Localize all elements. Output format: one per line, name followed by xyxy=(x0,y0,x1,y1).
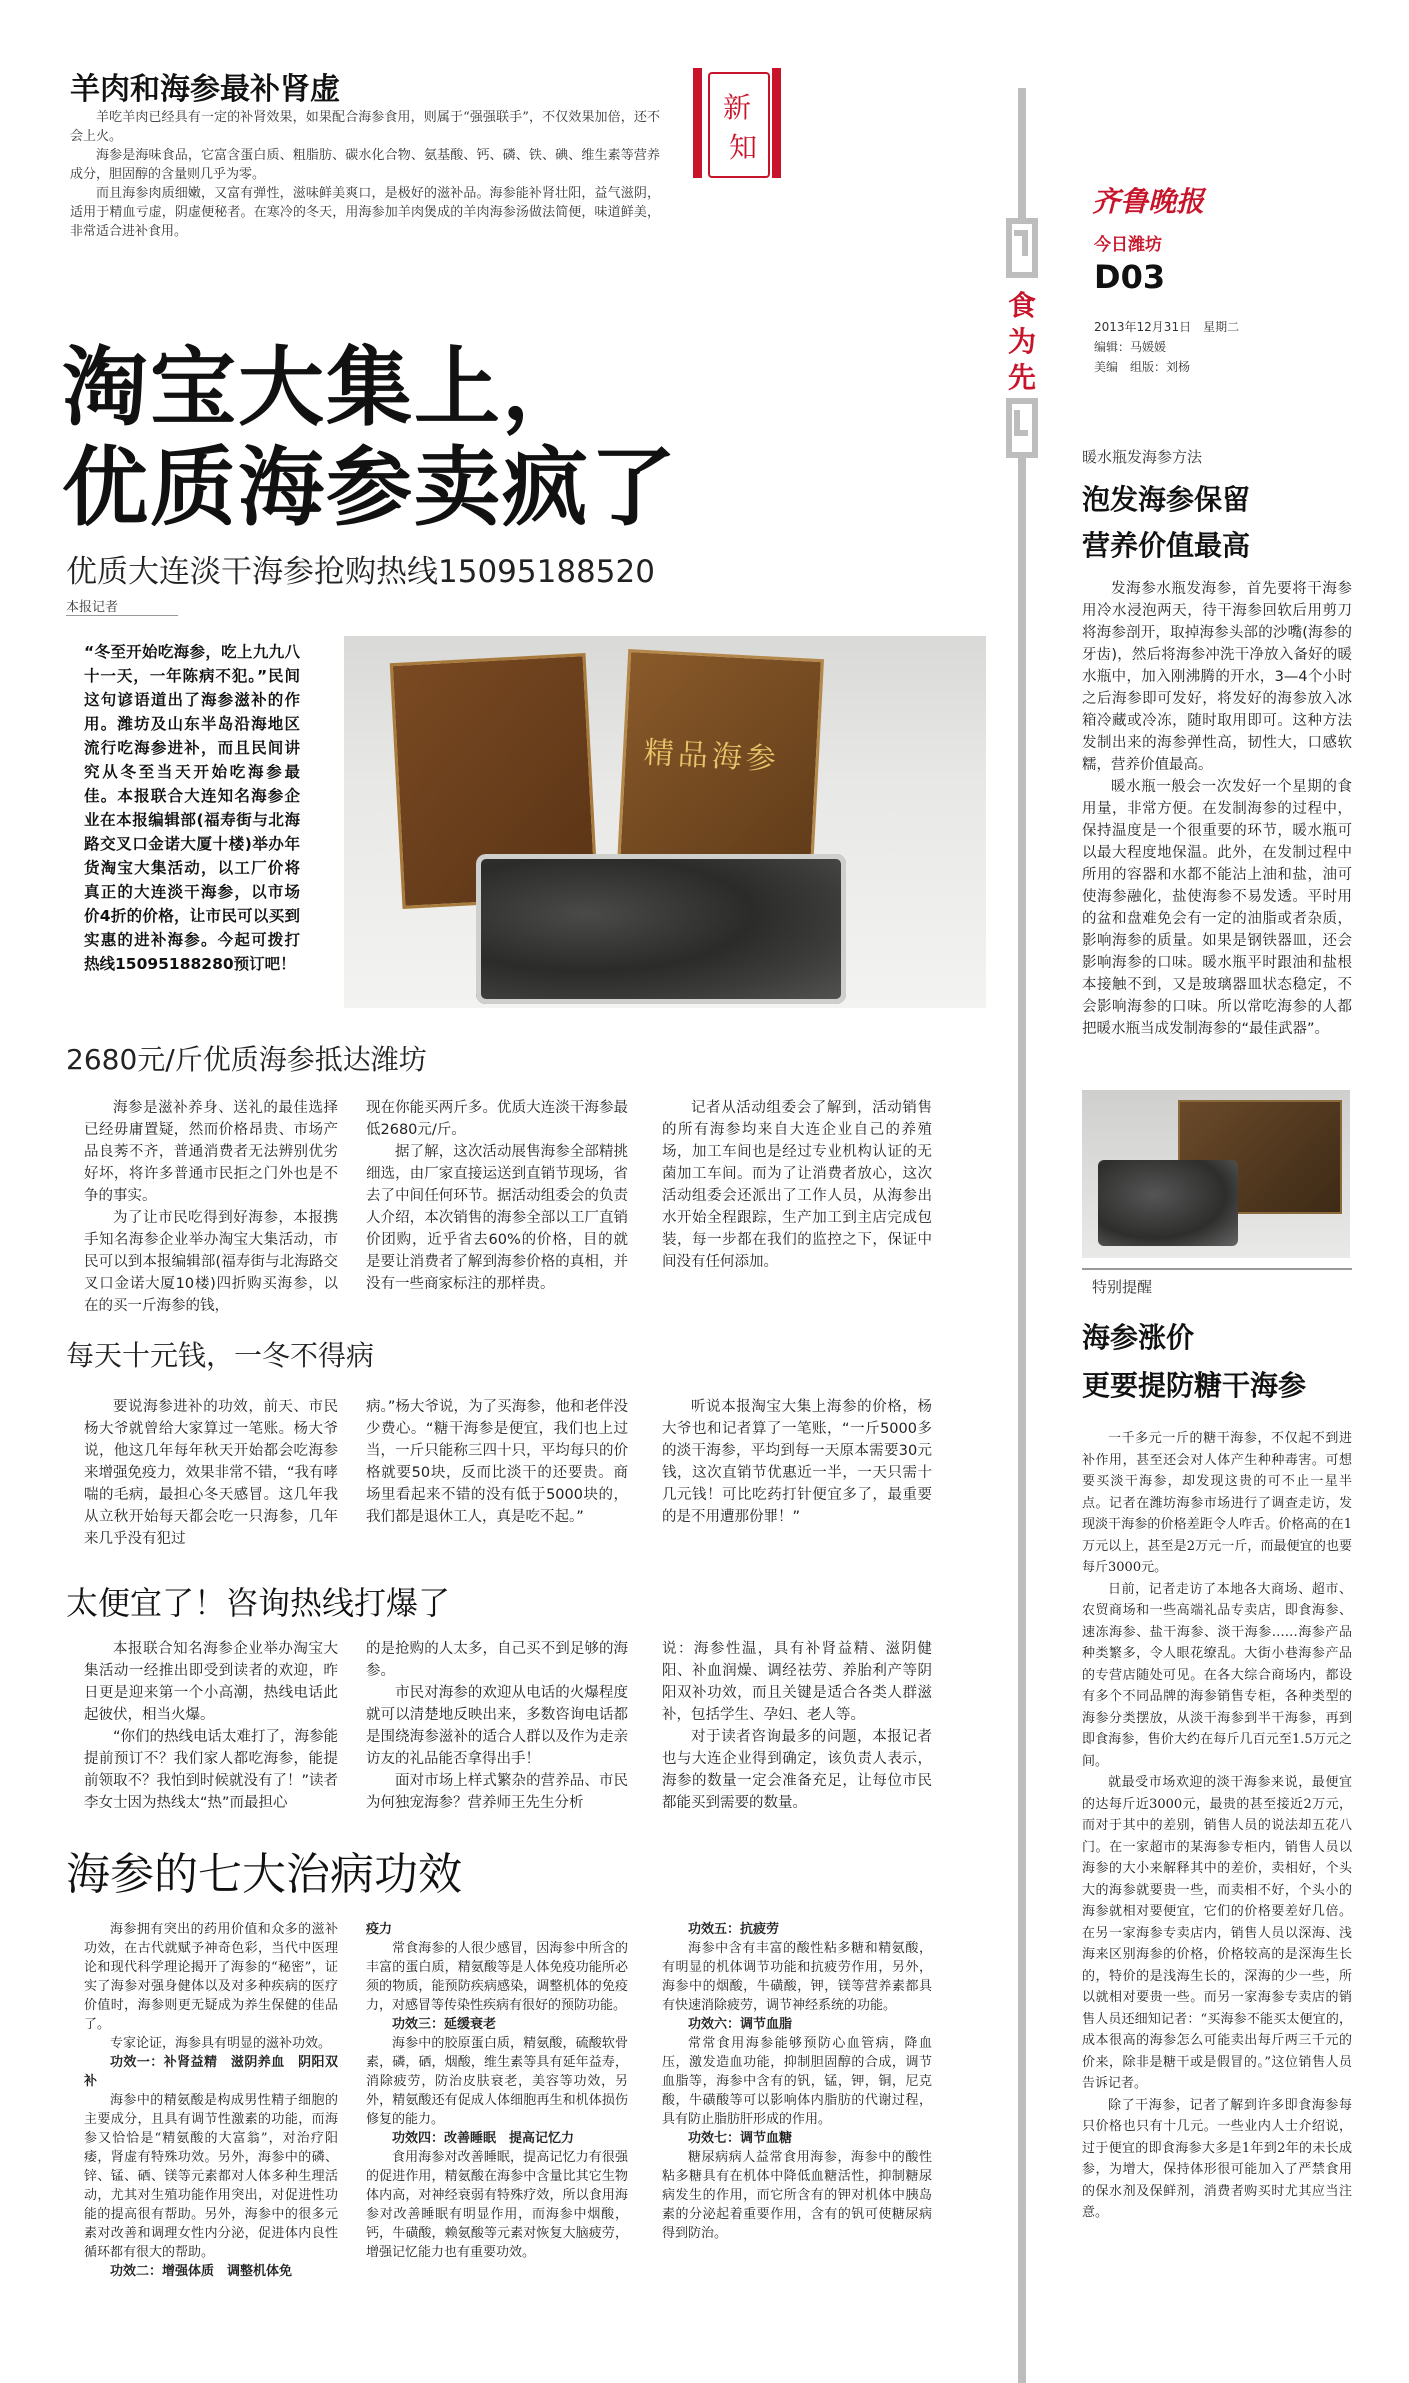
lead-paragraph: 而且海参肉质细嫩，又富有弹性，滋味鲜美爽口，是极好的滋补品。海参能补肾壮阳，益气滋阴，适用于精血亏虚，阴虚便秘者。在寒冷的冬天，用海参加羊肉煲成的羊肉海参汤做法简便，味道鲜美，非常适合进补食用。 xyxy=(70,186,660,239)
paragraph: 本报联合知名海参企业举办淘宝大集活动一经推出即受到读者的欢迎，昨日更是迎来第一个小高潮，热线电话此起彼伏，相当火爆。 xyxy=(84,1641,338,1723)
paper-logo: 齐鲁晚报 xyxy=(1092,185,1205,218)
side2-kicker: 特别提醒 xyxy=(1092,1278,1153,1296)
sec4-col2 xyxy=(366,1920,628,2262)
paragraph: 专家论证，海参具有明显的滋补功效。 xyxy=(110,2036,332,2051)
section-name: 今日潍坊 xyxy=(1094,235,1162,255)
side2-kicker-bar xyxy=(1082,1268,1352,1270)
benefit-heading: 功效二：增强体质 调整机体免 xyxy=(110,2264,293,2279)
paragraph: 海参中的精氨酸是构成男性精子细胞的主要成分，且具有调节性激素的功能，而海参又恰恰是“精氨酸的大富翁”，对治疗阳痿，肾虚有特殊功效。另外，海参中的磷、锌、锰、硒、镁等元素都对人体多种生理活动，尤其对生殖功能作用突出，对促进性功能的提高很有帮助。另外，海参中的很多元素对改善和调理女性内分泌，促进体内良性循环都有很大的帮助。 xyxy=(84,2093,338,2260)
side1-kicker: 暖水瓶发海参方法 xyxy=(1082,448,1203,466)
product-label: 精品海参 xyxy=(642,735,781,778)
benefit-heading: 功效四：改善睡眠 提高记忆力 xyxy=(392,2131,575,2146)
paragraph: 为了让市民吃得到好海参，本报携手知名海参企业举办淘宝大集活动，市民可以到本报编辑部(福寿街与北海路交叉口金诺大厦10楼)四折购买海参，以在的买一斤海参的钱， xyxy=(84,1210,338,1314)
section-title-price: 2680元/斤优质海参抵达潍坊 xyxy=(66,1043,427,1076)
section-title-cost: 每天十元钱，一冬不得病 xyxy=(66,1339,375,1372)
paragraph: 要说海参进补的功效，前天、市民杨大爷就曾给大家算过一笔账。杨大爷说，他这几年每年秋天开始都会吃海参来增强免疫力，效果非常不错，“我有哮喘的毛病，最担心冬天感冒。这几年我从立秋开始每天都会吃一只海参，几年来几乎没有犯过 xyxy=(84,1399,339,1547)
benefit-heading: 功效六：调节血脂 xyxy=(688,2017,793,2032)
paragraph: 常常食用海参能够预防心血管病，降血压，激发造血功能，抑制胆固醇的合成，调节血脂等，海参中含有的钒，锰，钾，铜，尼克酸，牛磺酸等可以影响体内脂肪的代谢过程，具有防止脂肪肝形成的作用。 xyxy=(662,2036,932,2127)
editor: 编辑：马媛媛 xyxy=(1094,340,1167,354)
sec3-col1 xyxy=(84,1638,338,1814)
section-title-hotline: 太便宜了！咨询热线打爆了 xyxy=(66,1584,451,1622)
sec1-col3 xyxy=(662,1097,932,1273)
section-title-benefits: 海参的七大治病功效 xyxy=(66,1849,462,1900)
paragraph: 市民对海参的欢迎从电话的火爆程度就可以清楚地反映出来，多数咨询电话都是围绕海参滋补的适合人群以及作为走亲访友的礼品能否拿得出手！ xyxy=(366,1685,628,1767)
paragraph: 除了干海参，记者了解到许多即食海参每只价格也只有十几元。一些业内人士介绍说，过于便宜的即食海参大多是1年到2年的未长成参，为增大，保持体形很可能加入了严禁食用的保水剂及保鲜剂，消费者购买时尤其应当注意。 xyxy=(1082,2097,1352,2220)
side2-body xyxy=(1082,1428,1352,2224)
designer: 美编 组版：刘杨 xyxy=(1094,360,1191,374)
main-subhead: 优质大连淡干海参抢购热线15095188520 xyxy=(66,554,655,590)
paragraph: 海参中的胶原蛋白质，精氨酸，硫酸软骨素，磷，硒，烟酸，维生素等具有延年益寿，消除疲劳，防治皮肤衰老，美容等功效，另外，精氨酸还有促成人体细胞再生和机体损伤修复的能力。 xyxy=(366,2036,628,2127)
xinzhi-char: 新 xyxy=(722,91,751,124)
side1-body xyxy=(1082,578,1352,1040)
sec4-col1 xyxy=(84,1920,338,2281)
main-headline-line2: 优质海参卖疯了 xyxy=(62,438,678,538)
main-intro xyxy=(84,640,300,976)
paragraph: 病。”杨大爷说，为了买海参，他和老伴没少费心。“糖干海参是便宜，我们也上过当，一斤只能称三四十只，平均每只的价格就要50块，反而比淡干的还要贵。商场里看起来不错的没有低于5000块的，我们都是退休工人，真是吃不起。” xyxy=(366,1399,628,1525)
column-char: 先 xyxy=(1007,361,1036,394)
paragraph: 就最受市场欢迎的淡干海参来说，最便宜的达每斤近3000元，最贵的甚至接近2万元，而对于其中的差别，销售人员的说法却五花八门。在一家超市的某海参专柜内，销售人员以海参的大小来解释其中的差价，卖相好，个头大的海参就要贵一些，而卖相不好，个头小的海参就相对要便宜，它们的价格要差好几倍。在另一家海参专卖店内，销售人员以深海、浅海来区别海参的价格，价格较高的是深海生长的，特价的是浅海生长的，深海的少一些，所以就相对要贵一些。而另一家海参专卖店的销售人员还细知记者：“买海参不能买太便宜的，成本很高的海参怎么可能卖出每斤两三千元的价来，除非是糖干或是假冒的。”这位销售人员告诉记者。 xyxy=(1082,1775,1352,2091)
lead-paragraph: 海参是海味食品，它富含蛋白质、粗脂肪、碳水化合物、氨基酸、钙、磷、铁、碘、维生素等营养成分，胆固醇的含量则几乎为零。 xyxy=(70,148,660,182)
byline: 本报记者 xyxy=(66,596,178,616)
paragraph: 据了解，这次活动展售海参全部精挑细选，由厂家直接运送到直销节现场，省去了中间任何环节。据活动组委会的负责人介绍，本次销售的海参全部以工厂直销价团购，近乎省去60%的价格，目的就是要让消费者了解到海参价格的真相，并没有一些商家标注的那样贵。 xyxy=(366,1144,628,1292)
benefit-heading: 功效一：补肾益精 滋阴养血 阴阳双补 xyxy=(84,2055,338,2089)
product-photo xyxy=(344,636,986,1008)
sec1-col1 xyxy=(84,1097,338,1317)
paragraph: 现在你能买两斤多。优质大连淡干海参最低2680元/斤。 xyxy=(366,1100,628,1138)
paragraph: 对于读者咨询最多的问题，本报记者也与大连企业得到确定，该负责人表示，海参的数量一定会准备充足，让每位市民都能买到需要的数量。 xyxy=(662,1729,932,1811)
page-number: D03 xyxy=(1094,258,1166,296)
paragraph: 常食海参的人很少感冒，因海参中所含的丰富的蛋白质，精氨酸等是人体免疫功能所必须的物质，能预防疾病感染，调整机体的免疫力，对感冒等传染性疾病有很好的预防功能。 xyxy=(366,1941,628,2013)
benefit-heading: 功效七：调节血糖 xyxy=(688,2131,793,2146)
xinzhi-char: 知 xyxy=(728,131,757,164)
paragraph: 糖尿病病人益常食用海参，海参中的酸性粘多糖具有在机体中降低血糖活性，抑制糖尿病发生的作用，而它所含有的钾对机体中胰岛素的分泌起着重要作用，含有的钒可使糖尿病得到防治。 xyxy=(662,2150,932,2241)
paragraph: 说：海参性温，具有补肾益精、滋阴健阳、补血润燥、调经祛劳、养胎利产等阴阳双补功效，而且关键是适合各类人群滋补，包括学生、孕妇、老人等。 xyxy=(662,1641,932,1723)
issue-date: 2013年12月31日 星期二 xyxy=(1094,320,1240,334)
lead-body xyxy=(70,108,660,241)
paragraph: 面对市场上样式繁杂的营养品、市民为何独宠海参？营养师王先生分析 xyxy=(366,1773,628,1811)
paragraph: 一千多元一斤的糖干海参，不仅起不到进补作用，甚至还会对人体产生种种毒害。可想要买淡干海参，却发现这贵的可不止一星半点。记者在潍坊海参市场进行了调查走访，发现淡干海参的价格差距令人咋舌。价格高的在1万元以上，甚至是2万元一斤，而最便宜的也要每斤3000元。 xyxy=(1082,1431,1352,1575)
main-headline-line1: 淘宝大集上， xyxy=(62,338,590,438)
paragraph: 发海参水瓶发海参，首先要将干海参用冷水浸泡两天，待干海参回软后用剪刀将海参剖开，取掉海参头部的沙嘴(海参的牙齿)，然后将海参冲洗干净放入备好的暖水瓶中，加入刚沸腾的开水，3—4个小时之后海参即可发好，将发好的海参放入冰箱冷藏或冷冻，随时取用即可。这种方法发制出来的海参弹性高，韧性大，口感软糯，营养价值最高。 xyxy=(1082,581,1352,773)
side1-title-line1: 泡发海参保留 xyxy=(1082,483,1251,516)
side2-title-line1: 海参涨价 xyxy=(1082,1321,1195,1354)
benefit-heading: 疫力 xyxy=(366,1922,393,1937)
sea-cucumber-tray xyxy=(476,854,846,1004)
paragraph: 日前，记者走访了本地各大商场、超市、农贸商场和一些高端礼品专卖店，即食海参、速冻海参、盐干海参、淡干海参……海参产品种类繁多，令人眼花缭乱。大街小巷海参产品的专营店随处可见。在各大综合商场内，都设有多个不同品牌的海参销售专柜，各种类型的海参分类摆放，从淡干海参到半干海参，再到即食海参，售价大约在每斤几百元至1.5万元之间。 xyxy=(1082,1581,1352,1769)
xinzhi-badge xyxy=(693,68,781,178)
paragraph: “你们的热线电话太难打了，海参能提前预订不？我们家人都吃海参，能提前领取不？我怕到时候就没有了！”读者李女士因为热线太“热”而最担心 xyxy=(84,1729,339,1811)
column-divider xyxy=(1006,88,1038,2383)
sec4-col3 xyxy=(662,1920,932,2243)
benefit-heading: 功效三：延缓衰老 xyxy=(392,2017,497,2032)
paragraph: 听说本报淘宝大集上海参的价格，杨大爷也和记者算了一笔账，“一斤5000多的淡干海参，平均到每一天原本需要30元钱，这次直销节优惠近一半，一天只需十几元钱！可比吃药打针便宜多了，最重要的是不用遭那份罪！” xyxy=(662,1399,932,1525)
paragraph: 海参拥有突出的药用价值和众多的滋补功效，在古代就赋予神奇色彩，当代中医理论和现代科学理论揭开了海参的“秘密”，证实了海参对强身健体以及对多种疾病的医疗价值时，海参则更无疑成为养生保健的佳品了。 xyxy=(84,1922,338,2032)
sec3-col2 xyxy=(366,1638,628,1814)
paragraph: 记者从活动组委会了解到，活动销售的所有海参均来自大连企业自己的养殖场，加工车间也是经过专业机构认证的无菌加工车间。而为了让消费者放心，这次活动组委会还派出了工作人员，从海参出水开始全程跟踪，生产加工到主店完成包装，每一步都在我们的监控之下，保证中间没有任何添加。 xyxy=(662,1100,932,1270)
intro-text: “冬至开始吃海参，吃上九九八十一天，一年陈病不犯。”民间这句谚语道出了海参滋补的作用。潍坊及山东半岛沿海地区流行吃海参进补，而且民间讲究从冬至当天开始吃海参最佳。本报联合大连知名海参企业在本报编辑部(福寿街与北海路交叉口金诺大厦十楼)举办年货淘宝大集活动，以工厂价将真正的大连淡干海参，以市场价4折的价格，让市民可以买到实惠的进补海参。今起可拨打热线15095188280预订吧！ xyxy=(84,643,300,973)
side1-title-line2: 营养价值最高 xyxy=(1082,529,1251,562)
lead-paragraph: 羊吃羊肉已经具有一定的补肾效果，如果配合海参食用，则属于“强强联手”，不仅效果加倍，还不会上火。 xyxy=(70,110,660,144)
sec2-col2 xyxy=(366,1396,628,1528)
paragraph: 暖水瓶一般会一次发好一个星期的食用量，非常方便。在发制海参的过程中，保持温度是一个很重要的环节，暖水瓶可以最大程度地保温。此外，在发制过程中所用的容器和水都不能沾上油和盐，油可使海参融化，盐使海参不易发透。平时用的盆和盘难免会有一定的油脂或者杂质，影响海参的质量。如果是钢铁器皿，还会影响海参的口味。暖水瓶平时跟油和盐根本接触不到，又是玻璃器皿状态稳定，不会影响海参的口味。所以常吃海参的人都把暖水瓶当成发制海参的“最佳武器”。 xyxy=(1082,779,1352,1037)
column-char: 为 xyxy=(1007,325,1036,358)
paragraph: 海参中含有丰富的酸性粘多糖和精氨酸，有明显的机体调节功能和抗疲劳作用，另外，海参中的烟酸，牛磺酸，钾，镁等营养素都具有快速消除疲劳，调节神经系统的功能。 xyxy=(662,1941,932,2013)
paragraph: 的是抢购的人太多，自己买不到足够的海参。 xyxy=(366,1641,628,1679)
column-char: 食 xyxy=(1007,289,1036,322)
benefit-heading: 功效五：抗疲劳 xyxy=(688,1922,780,1937)
paragraph: 食用海参对改善睡眠，提高记忆力有很强的促进作用，精氨酸在海参中含量比其它生物体内高，对神经衰弱有特殊疗效，所以食用海参对改善睡眠有明显作用，而海参中烟酸，钙，牛磺酸，赖氨酸等元素对恢复大脑疲劳，增强记忆能力也有重要功效。 xyxy=(366,2150,628,2260)
lead-title: 羊肉和海参最补肾虚 xyxy=(70,72,340,107)
sec2-col1 xyxy=(84,1396,338,1550)
sec1-col2 xyxy=(366,1097,628,1295)
side2-title-line2: 更要提防糖干海参 xyxy=(1082,1369,1307,1402)
side-photo xyxy=(1082,1090,1350,1258)
paragraph: 海参是滋补养身、送礼的最佳选择已经毋庸置疑，然而价格昂贵、市场产品良莠不齐，普通消费者无法辨别优劣好坏，将许多普通市民拒之门外也是不争的事实。 xyxy=(84,1100,338,1204)
sec3-col3 xyxy=(662,1638,932,1814)
sec2-col3 xyxy=(662,1396,932,1528)
